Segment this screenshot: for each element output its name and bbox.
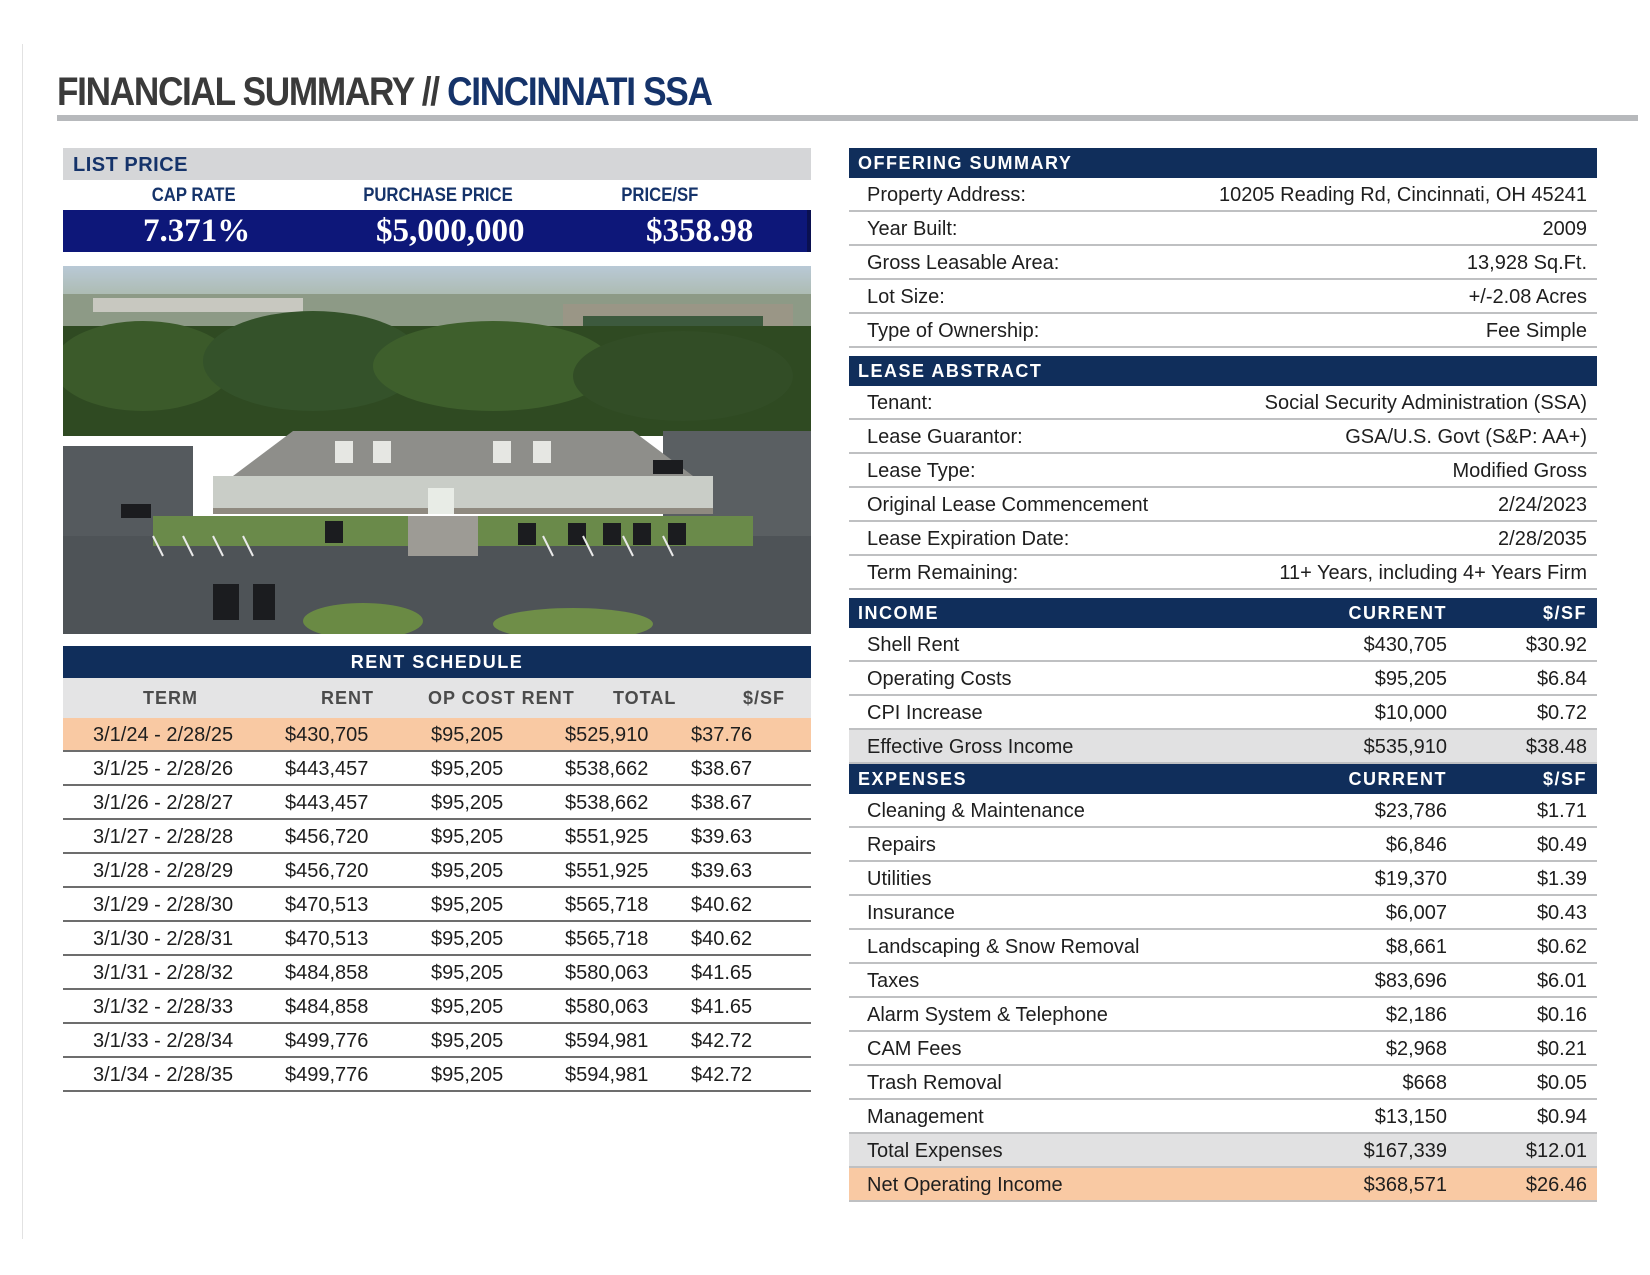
rent-schedule-row: [63, 854, 811, 888]
lease-label: Term Remaining:: [867, 562, 1019, 584]
rent-cell: $484,858: [285, 996, 369, 1018]
rent-schedule-row: [63, 990, 811, 1024]
expenses-title: EXPENSES: [858, 769, 968, 789]
expense-current: $2,186: [1385, 1004, 1447, 1026]
income-per-sf: $30.92: [1525, 634, 1587, 656]
expense-current: $23,786: [1374, 800, 1447, 822]
term-cell: 3/1/31 - 2/28/32: [93, 962, 234, 984]
lease-value: Social Security Administration (SSA): [1264, 392, 1587, 414]
total-cell: $594,981: [565, 1030, 649, 1052]
expense-per-sf: $0.05: [1536, 1072, 1587, 1094]
offering-summary-section: [849, 148, 1597, 348]
per-sf-cell: $40.62: [691, 928, 753, 950]
income-row: [849, 628, 1597, 662]
income-col-per-sf: $/SF: [1542, 603, 1587, 623]
income-per-sf: $0.72: [1536, 702, 1587, 724]
lease-value: 11+ Years, including 4+ Years Firm: [1279, 562, 1587, 584]
per-sf-cell: $39.63: [691, 860, 753, 882]
rent-schedule-title: RENT SCHEDULE: [63, 646, 811, 678]
offering-summary-title: OFFERING SUMMARY: [849, 148, 1597, 178]
income-per-sf: $6.84: [1536, 668, 1587, 690]
rent-schedule-row: [63, 718, 811, 752]
net-operating-income-row: [849, 1168, 1597, 1202]
term-cell: 3/1/28 - 2/28/29: [93, 860, 234, 882]
lease-row: [849, 386, 1597, 420]
expense-row: [849, 1100, 1597, 1134]
lease-abstract-section: [849, 356, 1597, 590]
total-cell: $525,910: [565, 724, 649, 746]
rent-schedule-rows: [63, 718, 811, 1092]
rent-cell: $499,776: [285, 1064, 369, 1086]
page-title: [57, 70, 712, 115]
rent-schedule-row: [63, 1058, 811, 1092]
list-price-label: LIST PRICE: [63, 148, 811, 180]
expense-label: Landscaping & Snow Removal: [867, 936, 1140, 958]
lease-value: Modified Gross: [1452, 460, 1587, 482]
expenses-col-per-sf: $/SF: [1542, 769, 1587, 789]
rent-schedule-row: [63, 786, 811, 820]
offering-label: Lot Size:: [867, 286, 945, 308]
purchase-price-value: $5,000,000: [376, 213, 525, 249]
income-section: [849, 598, 1597, 764]
expense-label: Management: [867, 1106, 984, 1128]
income-header: [849, 598, 1597, 628]
expense-per-sf: $0.43: [1536, 902, 1587, 924]
expense-per-sf: $0.21: [1536, 1038, 1587, 1060]
total-expenses-label: Total Expenses: [867, 1140, 1003, 1162]
income-title: INCOME: [858, 603, 939, 623]
lease-row: [849, 556, 1597, 590]
expense-per-sf: $1.71: [1536, 800, 1587, 822]
term-cell: 3/1/30 - 2/28/31: [93, 928, 234, 950]
expense-row: [849, 862, 1597, 896]
rent-schedule-row: [63, 752, 811, 786]
expense-label: Repairs: [867, 834, 936, 856]
lease-row: [849, 420, 1597, 454]
expense-current: $2,968: [1385, 1038, 1447, 1060]
lease-label: Tenant:: [867, 392, 933, 414]
op-cost-cell: $95,205: [431, 826, 504, 848]
lease-value: GSA/U.S. Govt (S&P: AA+): [1345, 426, 1587, 448]
lease-row: [849, 522, 1597, 556]
col-term: TERM: [143, 688, 198, 708]
expense-row: [849, 1032, 1597, 1066]
op-cost-cell: $95,205: [431, 996, 504, 1018]
total-cell: $538,662: [565, 792, 649, 814]
term-cell: 3/1/32 - 2/28/33: [93, 996, 234, 1018]
lease-value: 2/24/2023: [1498, 494, 1587, 516]
offering-label: Property Address:: [867, 184, 1026, 206]
rent-cell: $499,776: [285, 1030, 369, 1052]
total-cell: $551,925: [565, 826, 649, 848]
effective-gross-income-label: Effective Gross Income: [867, 736, 1074, 758]
term-cell: 3/1/25 - 2/28/26: [93, 758, 234, 780]
offering-row: [849, 314, 1597, 348]
cap-rate-label: CAP RATE: [151, 185, 236, 206]
term-cell: 3/1/24 - 2/28/25: [93, 724, 234, 746]
expense-label: Trash Removal: [867, 1072, 1002, 1094]
expense-current: $19,370: [1374, 868, 1447, 890]
per-sf-cell: $42.72: [691, 1064, 753, 1086]
offering-row: [849, 280, 1597, 314]
total-cell: $565,718: [565, 928, 649, 950]
op-cost-cell: $95,205: [431, 962, 504, 984]
offering-row: [849, 178, 1597, 212]
income-label: Operating Costs: [867, 668, 1012, 690]
effective-gross-income-per-sf: $38.48: [1525, 736, 1587, 758]
lease-label: Lease Expiration Date:: [867, 528, 1070, 550]
rent-cell: $470,513: [285, 928, 369, 950]
property-aerial-photo: [63, 266, 811, 634]
op-cost-cell: $95,205: [431, 792, 504, 814]
expense-per-sf: $0.94: [1536, 1106, 1587, 1128]
effective-gross-income-row: [849, 730, 1597, 764]
lease-abstract-title: LEASE ABSTRACT: [849, 356, 1597, 386]
op-cost-cell: $95,205: [431, 1030, 504, 1052]
expense-label: Alarm System & Telephone: [867, 1004, 1108, 1026]
expense-label: Taxes: [867, 970, 920, 992]
expense-row: [849, 896, 1597, 930]
per-sf-cell: $39.63: [691, 826, 753, 848]
total-cell: $580,063: [565, 996, 649, 1018]
expense-row: [849, 998, 1597, 1032]
list-price-headers: [63, 182, 811, 210]
expense-label: Cleaning & Maintenance: [867, 800, 1085, 822]
rent-cell: $484,858: [285, 962, 369, 984]
per-sf-cell: $38.67: [691, 792, 753, 814]
rent-cell: $443,457: [285, 758, 369, 780]
total-cell: $538,662: [565, 758, 649, 780]
lease-label: Lease Type:: [867, 460, 976, 482]
expense-current: $6,846: [1385, 834, 1447, 856]
expenses-header: [849, 764, 1597, 794]
offering-value: 2009: [1542, 218, 1587, 240]
rent-schedule-columns: [63, 678, 811, 718]
col-total: TOTAL: [613, 688, 677, 708]
total-cell: $565,718: [565, 894, 649, 916]
lease-value: 2/28/2035: [1498, 528, 1587, 550]
expense-current: $668: [1402, 1072, 1447, 1094]
cap-rate-value: 7.371%: [143, 213, 251, 249]
per-sf-cell: $40.62: [691, 894, 753, 916]
lease-row: [849, 488, 1597, 522]
lease-label: Lease Guarantor:: [867, 426, 1023, 448]
expense-row: [849, 930, 1597, 964]
rent-schedule-row: [63, 956, 811, 990]
expense-current: $8,661: [1385, 936, 1447, 958]
term-cell: 3/1/26 - 2/28/27: [93, 792, 234, 814]
per-sf-cell: $42.72: [691, 1030, 753, 1052]
expense-current: $13,150: [1374, 1106, 1447, 1128]
title-property: CINCINNATI SSA: [447, 70, 712, 114]
expense-per-sf: $1.39: [1536, 868, 1587, 890]
rent-cell: $470,513: [285, 894, 369, 916]
income-row: [849, 662, 1597, 696]
income-label: CPI Increase: [867, 702, 983, 724]
expense-row: [849, 964, 1597, 998]
total-expenses-per-sf: $12.01: [1525, 1140, 1587, 1162]
op-cost-cell: $95,205: [431, 758, 504, 780]
expense-label: Utilities: [867, 868, 932, 890]
op-cost-cell: $95,205: [431, 894, 504, 916]
term-cell: 3/1/27 - 2/28/28: [93, 826, 234, 848]
lease-label: Original Lease Commencement: [867, 494, 1149, 516]
col-rent: RENT: [321, 688, 374, 708]
expense-label: CAM Fees: [867, 1038, 962, 1060]
op-cost-cell: $95,205: [431, 724, 504, 746]
expense-row: [849, 794, 1597, 828]
per-sf-cell: $38.67: [691, 758, 753, 780]
income-current: $430,705: [1363, 634, 1447, 656]
term-cell: 3/1/33 - 2/28/34: [93, 1030, 234, 1052]
income-current: $10,000: [1374, 702, 1447, 724]
rent-cell: $456,720: [285, 860, 369, 882]
income-label: Shell Rent: [867, 634, 960, 656]
offering-label: Type of Ownership:: [867, 320, 1040, 342]
expense-per-sf: $0.62: [1536, 936, 1587, 958]
offering-value: 13,928 Sq.Ft.: [1466, 252, 1587, 274]
total-cell: $551,925: [565, 860, 649, 882]
income-col-current: CURRENT: [1348, 603, 1447, 623]
rent-schedule-row: [63, 820, 811, 854]
effective-gross-income-current: $535,910: [1363, 736, 1447, 758]
rent-cell: $456,720: [285, 826, 369, 848]
expenses-col-current: CURRENT: [1348, 769, 1447, 789]
offering-label: Year Built:: [867, 218, 958, 240]
offering-value: +/-2.08 Acres: [1468, 286, 1587, 308]
total-cell: $580,063: [565, 962, 649, 984]
purchase-price-label: PURCHASE PRICE: [363, 185, 513, 206]
col-op-cost-rent: OP COST RENT: [428, 688, 575, 708]
rent-cell: $430,705: [285, 724, 369, 746]
rent-schedule-row: [63, 922, 811, 956]
expense-row: [849, 1066, 1597, 1100]
col-per-sf: $/SF: [743, 688, 786, 708]
expenses-section: [849, 764, 1597, 1202]
per-sf-cell: $41.65: [691, 996, 753, 1018]
income-row: [849, 696, 1597, 730]
offering-row: [849, 212, 1597, 246]
per-sf-cell: $41.65: [691, 962, 753, 984]
expense-per-sf: $0.49: [1536, 834, 1587, 856]
price-per-sf-label: PRICE/SF: [621, 185, 699, 206]
expense-current: $6,007: [1385, 902, 1447, 924]
net-operating-income-per-sf: $26.46: [1525, 1174, 1587, 1196]
expense-per-sf: $0.16: [1536, 1004, 1587, 1026]
per-sf-cell: $37.76: [691, 724, 753, 746]
lease-row: [849, 454, 1597, 488]
offering-row: [849, 246, 1597, 280]
total-cell: $594,981: [565, 1064, 649, 1086]
title-underline: [57, 115, 1638, 121]
net-operating-income-label: Net Operating Income: [867, 1174, 1063, 1196]
offering-value: 10205 Reading Rd, Cincinnati, OH 45241: [1218, 184, 1587, 206]
page-left-rule: [22, 44, 23, 1239]
rent-schedule-row: [63, 888, 811, 922]
rent-cell: $443,457: [285, 792, 369, 814]
op-cost-cell: $95,205: [431, 1064, 504, 1086]
title-prefix: FINANCIAL SUMMARY //: [57, 70, 448, 114]
term-cell: 3/1/34 - 2/28/35: [93, 1064, 234, 1086]
net-operating-income-current: $368,571: [1363, 1174, 1447, 1196]
term-cell: 3/1/29 - 2/28/30: [93, 894, 234, 916]
expense-per-sf: $6.01: [1536, 970, 1587, 992]
op-cost-cell: $95,205: [431, 928, 504, 950]
total-expenses-row: [849, 1134, 1597, 1168]
offering-value: Fee Simple: [1485, 320, 1587, 342]
rent-schedule-row: [63, 1024, 811, 1058]
offering-label: Gross Leasable Area:: [867, 252, 1060, 274]
price-per-sf-value: $358.98: [646, 213, 754, 249]
expense-current: $83,696: [1374, 970, 1447, 992]
list-price-values: [63, 210, 811, 252]
op-cost-cell: $95,205: [431, 860, 504, 882]
total-expenses-current: $167,339: [1363, 1140, 1447, 1162]
income-current: $95,205: [1374, 668, 1447, 690]
expense-row: [849, 828, 1597, 862]
expense-label: Insurance: [867, 902, 955, 924]
